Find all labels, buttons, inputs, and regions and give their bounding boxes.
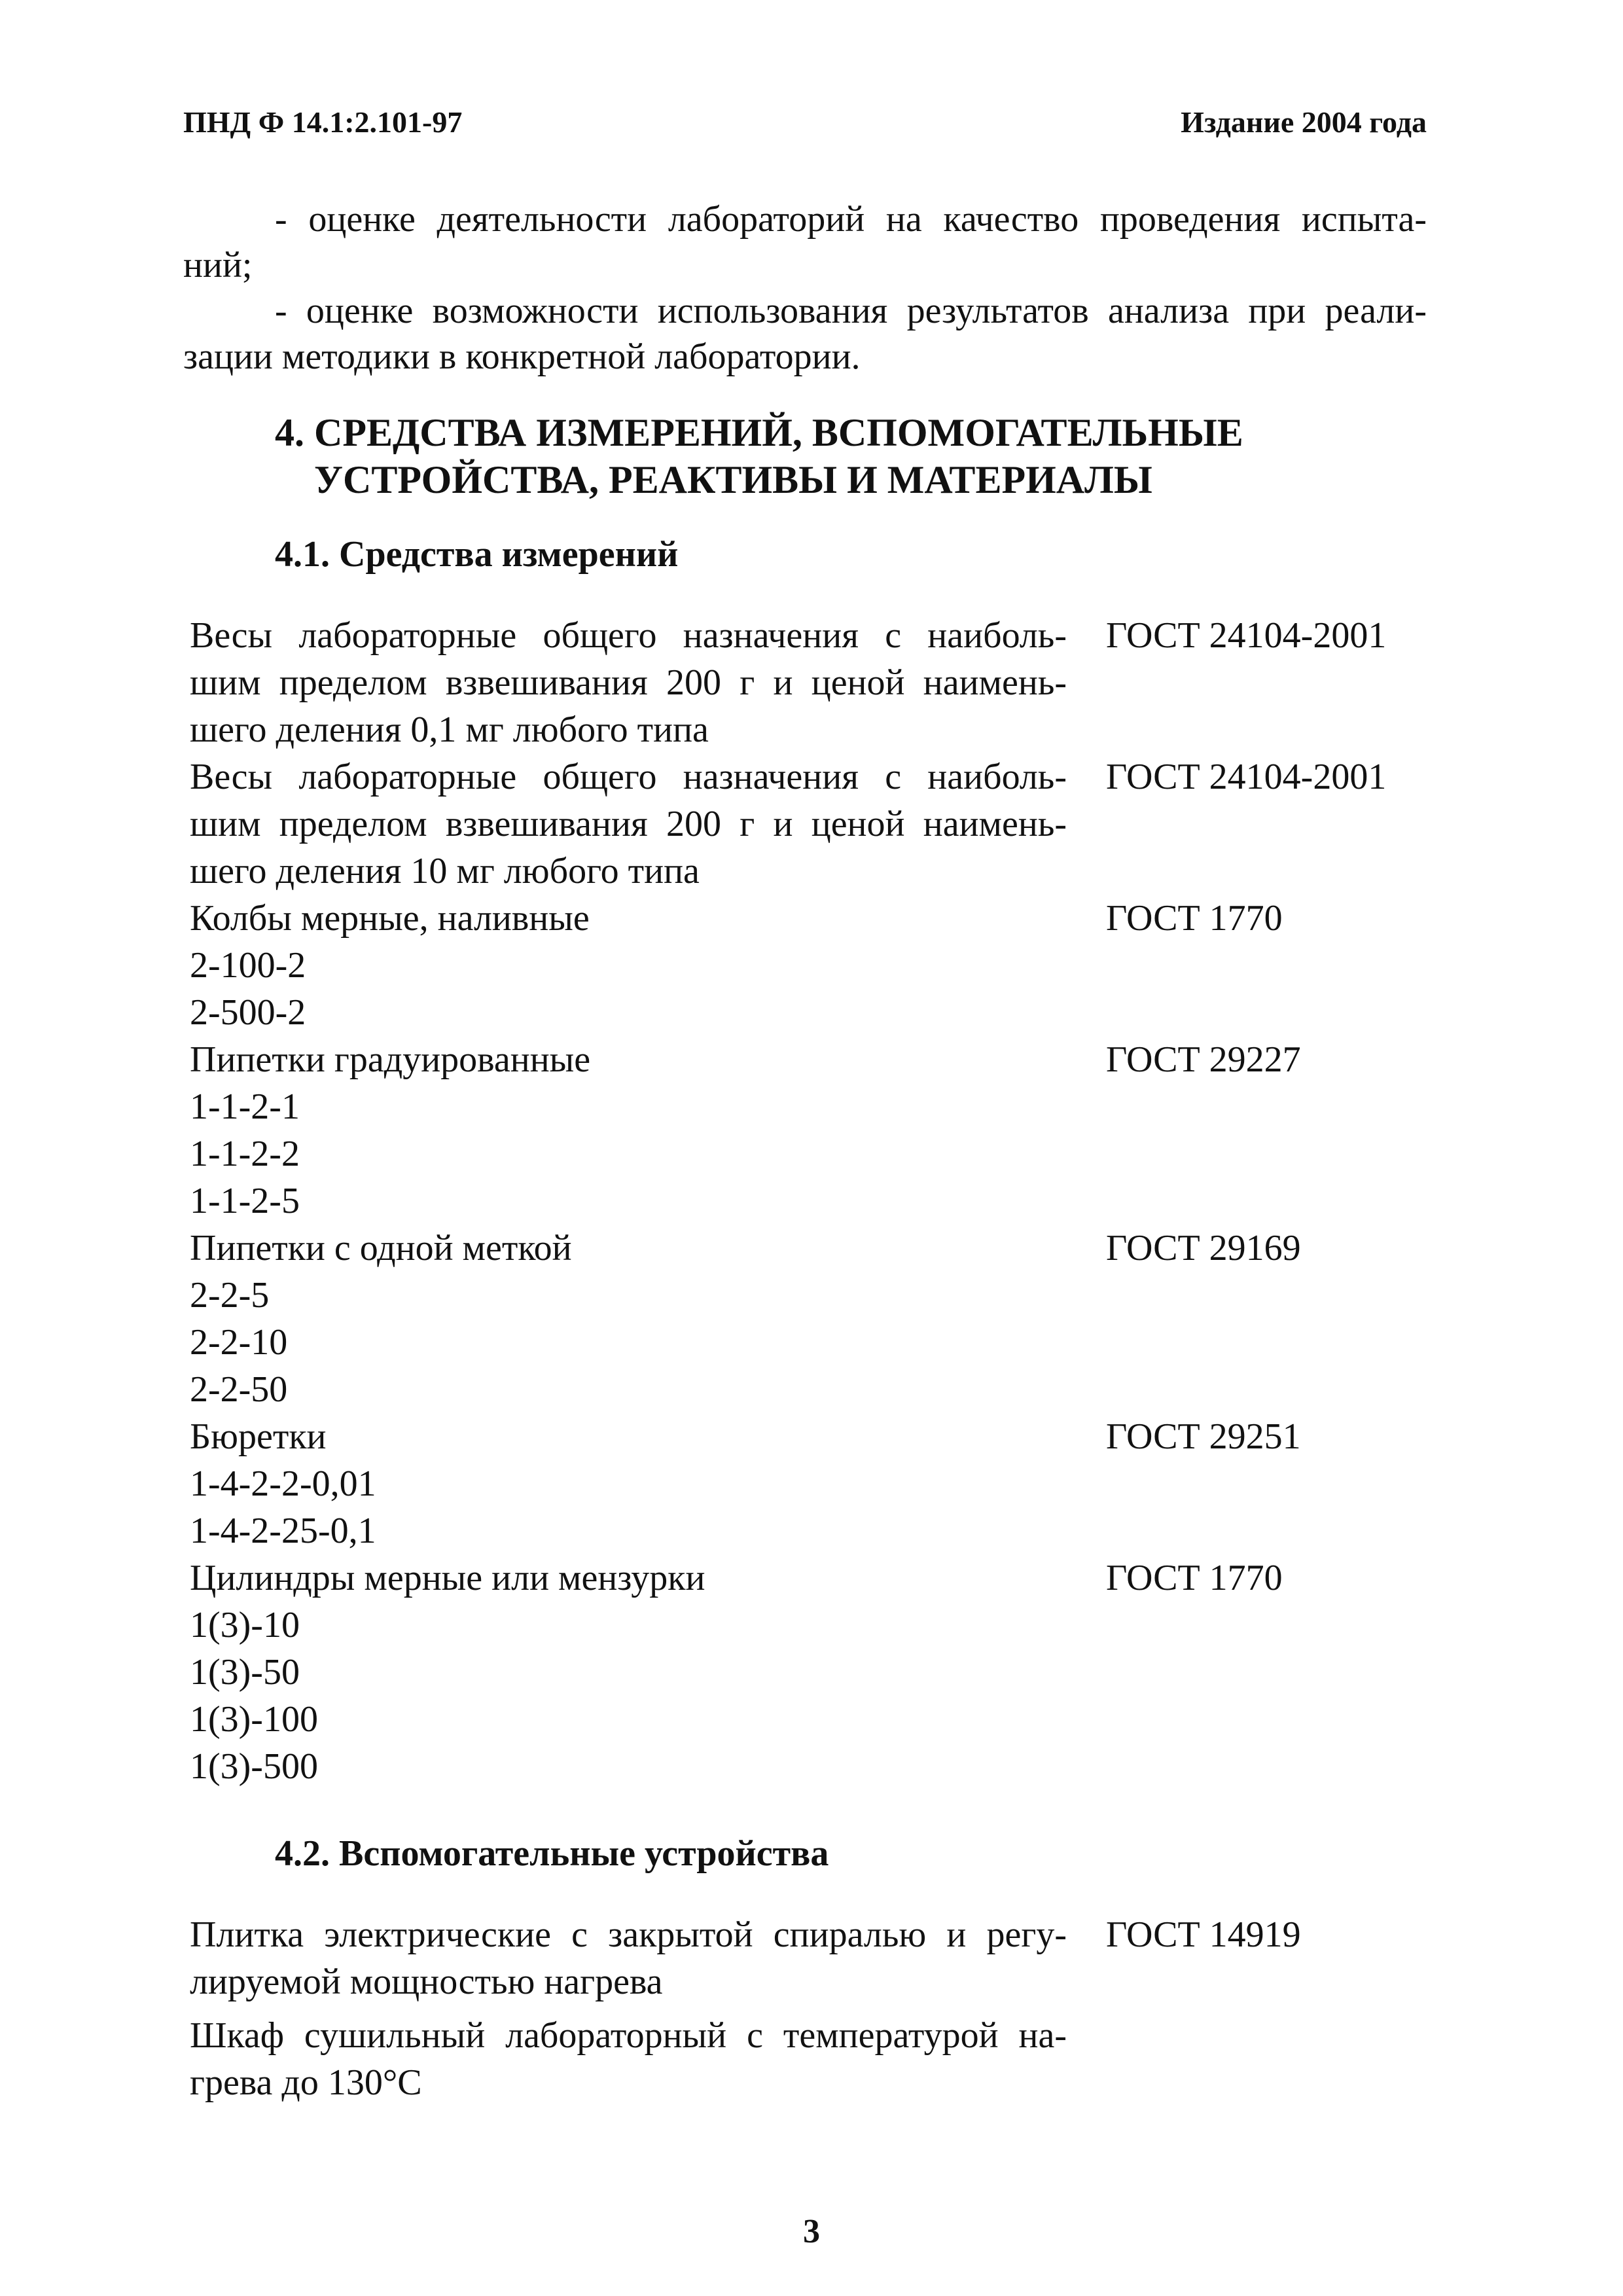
item-name-line: Цилиндры мерные или мензурки	[190, 1558, 705, 1598]
intro-item-1-line-1: - оценке деятельности лабораторий на качество проведения испыта-	[275, 199, 1427, 240]
item-name-line: шего деления 10 мг любого типа	[190, 851, 700, 891]
measuring-instruments-list	[190, 612, 1433, 1790]
list-item	[190, 1911, 1433, 2005]
section-4-title	[275, 409, 1243, 503]
item-name-line: Пипетки градуированные	[190, 1039, 591, 1080]
item-name-line: грева до 130°С	[190, 2062, 422, 2103]
item-name-line: Плитка электрические с закрытой спиралью и регу-	[190, 1914, 1067, 1955]
item-variant: 2-2-50	[190, 1369, 288, 1410]
intro-list	[183, 196, 1427, 380]
item-name-line: Весы лабораторные общего назначения с наиболь-	[190, 615, 1067, 656]
item-variant: 2-2-5	[190, 1275, 270, 1316]
list-item	[190, 612, 1433, 753]
item-name-line: Бюретки	[190, 1416, 327, 1457]
section-4-title-line-2: УСТРОЙСТВА, РЕАКТИВЫ И МАТЕРИАЛЫ	[314, 458, 1152, 501]
section-4-title-line-1: 4. СРЕДСТВА ИЗМЕРЕНИЙ, ВСПОМОГАТЕЛЬНЫЕ	[275, 411, 1243, 454]
list-item	[190, 1036, 1433, 1225]
intro-item-2-line-2: зации методики в конкретной лаборатории.	[183, 336, 861, 377]
item-name-line: Пипетки с одной меткой	[190, 1228, 572, 1268]
item-name-line: шим пределом взвешивания 200 г и ценой наимень-	[190, 804, 1067, 844]
section-4-2-title: 4.2. Вспомогательные устройства	[275, 1833, 829, 1874]
item-name-line: лируемой мощностью нагрева	[190, 1962, 663, 2002]
list-item	[190, 1554, 1433, 1790]
list-item	[190, 2012, 1433, 2106]
list-item	[190, 1225, 1433, 1413]
item-variant: 1-1-2-2	[190, 1134, 300, 1174]
item-standard: ГОСТ 1770	[1106, 1558, 1283, 1598]
list-item	[190, 895, 1433, 1036]
item-name-line: Шкаф сушильный лабораторный с температурой на-	[190, 2015, 1067, 2056]
item-variant: 1(3)-50	[190, 1652, 300, 1693]
item-variant: 2-500-2	[190, 992, 306, 1033]
item-variant: 1-4-2-25-0,1	[190, 1511, 376, 1551]
item-variant: 2-100-2	[190, 945, 306, 986]
list-item	[190, 1413, 1433, 1554]
item-name-line: Колбы мерные, наливные	[190, 898, 590, 939]
item-standard: ГОСТ 14919	[1106, 1914, 1301, 1955]
item-variant: 1-1-2-5	[190, 1181, 300, 1221]
item-variant: 1(3)-10	[190, 1605, 300, 1645]
auxiliary-devices-list	[190, 1911, 1433, 2113]
item-name-line: Весы лабораторные общего назначения с наиболь-	[190, 757, 1067, 797]
item-variant: 1(3)-100	[190, 1699, 318, 1740]
item-variant: 2-2-10	[190, 1322, 288, 1363]
item-variant: 1(3)-500	[190, 1746, 318, 1787]
item-variant: 1-1-2-1	[190, 1086, 300, 1127]
item-variant: 1-4-2-2-0,01	[190, 1463, 376, 1504]
section-4-1-title: 4.1. Средства измерений	[275, 534, 679, 575]
item-standard: ГОСТ 24104-2001	[1106, 615, 1387, 656]
item-standard: ГОСТ 29251	[1106, 1416, 1301, 1457]
item-name-line: шим пределом взвешивания 200 г и ценой наимень-	[190, 662, 1067, 703]
list-item	[190, 753, 1433, 895]
edition-label: Издание 2004 года	[1181, 105, 1427, 139]
item-standard: ГОСТ 29169	[1106, 1228, 1301, 1268]
item-standard: ГОСТ 1770	[1106, 898, 1283, 939]
page-number: 3	[803, 2213, 820, 2250]
document-code: ПНД Ф 14.1:2.101-97	[183, 105, 463, 139]
intro-item-2-line-1: - оценке возможности использования результатов анализа при реали-	[275, 291, 1427, 331]
item-name-line: шего деления 0,1 мг любого типа	[190, 709, 709, 750]
item-standard: ГОСТ 24104-2001	[1106, 757, 1387, 797]
item-standard: ГОСТ 29227	[1106, 1039, 1301, 1080]
intro-item-1-line-2: ний;	[183, 245, 253, 285]
